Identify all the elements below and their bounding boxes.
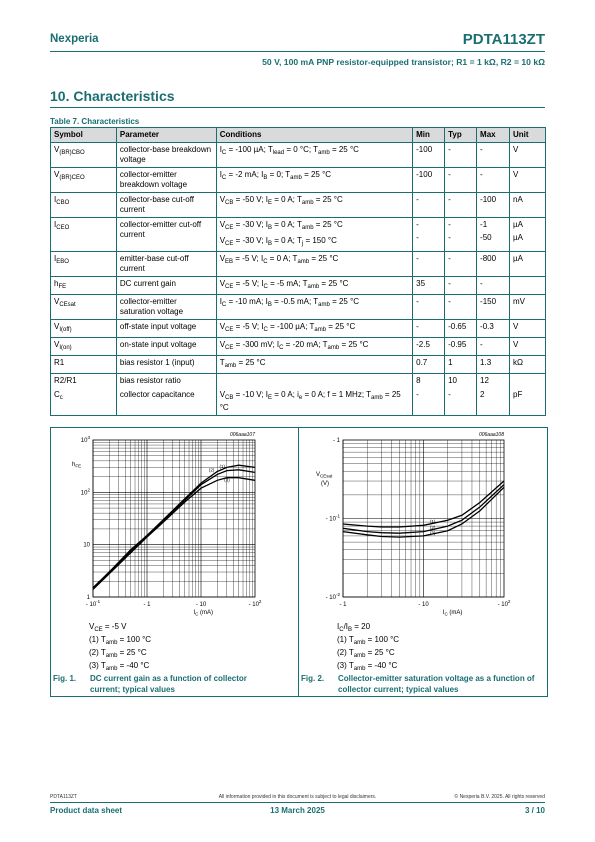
y-tick-label: - $10^{-1}$: [325, 513, 340, 523]
max-cell: 2: [477, 388, 510, 416]
y-tick-label: - 1: [332, 438, 340, 444]
header-rule: [50, 51, 545, 52]
max-cell: -: [477, 168, 510, 193]
condition-line: (1) $T_{amb} = 100$ °C: [337, 635, 400, 646]
table-header-unit: Unit: [510, 128, 546, 143]
condition-line: (3) $T_{amb} = -40$ °C: [89, 661, 150, 672]
section-rule: [50, 107, 545, 108]
condition-line: $I_C/I_B = 20$: [337, 622, 371, 633]
table-header-conditions: Conditions: [216, 128, 412, 143]
parameter-cell: DC current gain: [116, 277, 216, 295]
min-cell: -: [413, 193, 445, 218]
fig2-number: Fig. 2.: [301, 674, 325, 683]
conditions-cell: $T_{amb} = 25$ °C: [216, 356, 412, 374]
part-number: PDTA113ZT: [462, 31, 545, 48]
symbol-cell: $V_{(BR)CEO}$: [51, 168, 117, 193]
fig1-conditions: [89, 622, 151, 674]
x-tick-label: - 10: [195, 602, 207, 608]
x-tick-label: - $10^2$: [248, 599, 262, 608]
symbol-cell: $V_{I(on)}$: [51, 338, 117, 356]
max-cell: -800: [477, 252, 510, 277]
footer-page: 3 / 10: [524, 806, 545, 815]
table-header-min: Min: [413, 128, 445, 143]
chart-vcesat: [299, 428, 547, 618]
table-header-max: Max: [477, 128, 510, 143]
x-axis-label: $I_C$ (mA): [193, 610, 214, 617]
footer-copyright: © Nexperia B.V. 2025. All rights reserved: [454, 794, 545, 800]
symbol-cell: $I_{CEO}$: [51, 218, 117, 252]
min-cell: -: [413, 295, 445, 320]
typ-cell: 1: [445, 356, 477, 374]
fig2-title: Collector-emitter saturation voltage as a function of collector current; typical values: [338, 674, 535, 694]
unit-cell: [510, 277, 546, 295]
table-row: [51, 295, 546, 320]
y-tick-label: 10: [83, 542, 90, 549]
max-cell: -0.3: [477, 320, 510, 338]
unit-cell: µA: [510, 252, 546, 277]
chart-code: 006aaa107: [229, 432, 255, 438]
min-cell: - -: [413, 218, 445, 252]
table-row: [51, 338, 546, 356]
symbol-cell: $C_c$: [51, 388, 117, 416]
min-cell: 8: [413, 374, 445, 389]
parameter-cell: on-state input voltage: [116, 338, 216, 356]
figures-panel: [50, 427, 548, 697]
fig1-caption: [53, 673, 293, 695]
min-cell: -: [413, 320, 445, 338]
typ-cell: -0.95: [445, 338, 477, 356]
footer-date: 13 March 2025: [270, 806, 325, 815]
min-cell: 35: [413, 277, 445, 295]
typ-cell: -0.65: [445, 320, 477, 338]
conditions-cell: $V_{EB} = -5$ V; $I_C = 0$ A; $T_{amb} = 25$ °C: [216, 252, 412, 277]
unit-cell: pF: [510, 388, 546, 416]
symbol-cell: $V_{CEsat}$: [51, 295, 117, 320]
min-cell: -2.5: [413, 338, 445, 356]
symbol-cell: $h_{FE}$: [51, 277, 117, 295]
unit-cell: V: [510, 338, 546, 356]
y-tick-label: 1: [86, 595, 90, 601]
table-header-parameter: Parameter: [116, 128, 216, 143]
y-axis-unit: (V): [321, 481, 329, 487]
symbol-cell: R2/R1: [51, 374, 117, 389]
unit-cell: V: [510, 143, 546, 168]
series-label-2: (2): [429, 525, 436, 531]
conditions-cell: $I_C = -100$ µA; $T_{lead} = 0$ °C; $T_{amb} = 25$ °C: [216, 143, 412, 168]
typ-cell: -: [445, 143, 477, 168]
conditions-cell: $I_C = -2$ mA; $I_B = 0$; $T_{amb} = 25$ °C: [216, 168, 412, 193]
typ-cell: -: [445, 168, 477, 193]
conditions-cell: $V_{CE} = -5$ V; $I_C = -5$ mA; $T_{amb} = 25$ °C: [216, 277, 412, 295]
condition-line: $V_{CE} = -5$ V: [89, 622, 127, 633]
footer-doc-type: Product data sheet: [50, 806, 123, 815]
table-body: [51, 143, 546, 416]
conditions-cell: $V_{CB} = -50$ V; $I_E = 0$ A; $T_{amb} = 25$ °C: [216, 193, 412, 218]
parameter-cell: bias resistor ratio: [116, 374, 216, 389]
parameter-cell: bias resistor 1 (input): [116, 356, 216, 374]
unit-cell: V: [510, 168, 546, 193]
footer-rule: [50, 802, 545, 803]
parameter-cell: off-state input voltage: [116, 320, 216, 338]
conditions-cell: $V_{CE} = -30$ V; $I_B = 0$ A; $T_{amb} = 25$ °C $V_{CE} = -30$ V; $I_B = 0$ A; $T_j = 150$ °C: [216, 218, 412, 252]
condition-line: (1) $T_{amb} = 100$ °C: [89, 635, 152, 646]
parameter-cell: collector-emitter breakdown voltage: [116, 168, 216, 193]
symbol-cell: $V_{(BR)CBO}$: [51, 143, 117, 168]
footer-doc-id: PDTA113ZT: [50, 794, 78, 800]
fig1-title: DC current gain as a function of collector current; typical values: [90, 674, 247, 694]
conditions-cell: [216, 374, 412, 389]
y-axis-label: $h_{FE}$: [72, 462, 82, 469]
min-cell: -: [413, 252, 445, 277]
fig1-number: Fig. 1.: [53, 674, 77, 683]
x-tick-label: - 1: [143, 602, 151, 608]
footer-disclaimer: All information provided in this document is subject to legal disclaimers.: [218, 794, 377, 800]
typ-cell: -: [445, 252, 477, 277]
typ-cell: - -: [445, 218, 477, 252]
max-cell: 1.3: [477, 356, 510, 374]
condition-line: (2) $T_{amb} = 25$ °C: [337, 648, 395, 659]
x-tick-label: - 10: [418, 602, 429, 608]
table-caption: Table 7. Characteristics: [50, 117, 140, 126]
max-cell: -: [477, 277, 510, 295]
series-line-3: [93, 478, 255, 590]
document-subtitle: 50 V, 100 mA PNP resistor-equipped transistor; R1 = 1 kΩ, R2 = 10 kΩ: [262, 57, 545, 67]
min-cell: -: [413, 388, 445, 416]
x-tick-label: - $10^2$: [497, 599, 511, 608]
parameter-cell: collector-base cut-off current: [116, 193, 216, 218]
table-row: [51, 277, 546, 295]
typ-cell: -: [445, 193, 477, 218]
conditions-cell: $I_C = -10$ mA; $I_B = -0.5$ mA; $T_{amb} = 25$ °C: [216, 295, 412, 320]
condition-line: (3) $T_{amb} = -40$ °C: [337, 661, 398, 672]
typ-cell: -: [445, 295, 477, 320]
table-header-row: [51, 128, 546, 143]
x-tick-label: - $10^{-1}$: [85, 599, 101, 608]
section-title: 10. Characteristics: [50, 88, 175, 104]
series-label-1: (1): [219, 464, 225, 470]
unit-cell: kΩ: [510, 356, 546, 374]
symbol-cell: $I_{CBO}$: [51, 193, 117, 218]
unit-cell: mV: [510, 295, 546, 320]
table-row: [51, 320, 546, 338]
plot-frame: [93, 440, 255, 597]
symbol-cell: $V_{I(off)}$: [51, 320, 117, 338]
x-axis-label: $I_C$ (mA): [442, 610, 463, 617]
conditions-cell: $V_{CE} = -300$ mV; $I_C = -20$ mA; $T_{amb} = 25$ °C: [216, 338, 412, 356]
table-row: [51, 143, 546, 168]
max-cell: -100: [477, 193, 510, 218]
unit-cell: µA µA: [510, 218, 546, 252]
series-line-1: [93, 465, 255, 588]
min-cell: -100: [413, 168, 445, 193]
max-cell: -1 -50: [477, 218, 510, 252]
table-row: [51, 168, 546, 193]
parameter-cell: emitter-base cut-off current: [116, 252, 216, 277]
condition-line: (2) $T_{amb} = 25$ °C: [89, 648, 147, 659]
conditions-cell: $V_{CB} = -10$ V; $I_E = 0$ A; $i_e = 0$ A; f = 1 MHz; $T_{amb} = 25$ °C: [216, 388, 412, 416]
series-label-1: (1): [429, 518, 436, 524]
conditions-cell: $V_{CE} = -5$ V; $I_C = -100$ µA; $T_{amb} = 25$ °C: [216, 320, 412, 338]
chart-code: 006aaa108: [478, 432, 504, 438]
chart-grid: [93, 440, 255, 597]
unit-cell: [510, 374, 546, 389]
chart-hfe: [51, 428, 297, 618]
symbol-cell: R1: [51, 356, 117, 374]
parameter-cell: collector capacitance: [116, 388, 216, 416]
symbol-cell: $I_{EBO}$: [51, 252, 117, 277]
characteristics-table: [50, 127, 546, 416]
table-row: [51, 374, 546, 389]
table-header-typ: Typ: [445, 128, 477, 143]
fig2-conditions: [337, 622, 399, 674]
parameter-cell: collector-emitter cut-off current: [116, 218, 216, 252]
unit-cell: V: [510, 320, 546, 338]
y-tick-label: $10^3$: [80, 435, 90, 444]
series-label-3: (3): [224, 477, 230, 483]
min-cell: -100: [413, 143, 445, 168]
table-row: [51, 193, 546, 218]
series-label-3: (3): [429, 530, 436, 536]
x-tick-label: - 1: [339, 602, 347, 608]
unit-cell: nA: [510, 193, 546, 218]
max-cell: -: [477, 143, 510, 168]
table-row: [51, 388, 546, 416]
max-cell: -150: [477, 295, 510, 320]
y-tick-label: $10^2$: [80, 487, 90, 497]
series-label-2: (2): [208, 467, 215, 473]
min-cell: 0.7: [413, 356, 445, 374]
fig2-caption: [301, 673, 541, 695]
max-cell: 12: [477, 374, 510, 389]
parameter-cell: collector-base breakdown voltage: [116, 143, 216, 168]
table-row: [51, 218, 546, 252]
table-row: [51, 356, 546, 374]
y-tick-label: - $10^{-2}$: [325, 592, 340, 601]
parameter-cell: collector-emitter saturation voltage: [116, 295, 216, 320]
typ-cell: 10: [445, 374, 477, 389]
max-cell: -: [477, 338, 510, 356]
brand-name: Nexperia: [50, 33, 99, 45]
table-row: [51, 252, 546, 277]
typ-cell: -: [445, 388, 477, 416]
typ-cell: -: [445, 277, 477, 295]
y-axis-label: $V_{CEsat}$: [316, 472, 333, 479]
chart-grid: [343, 440, 504, 597]
table-header-symbol: Symbol: [51, 128, 117, 143]
